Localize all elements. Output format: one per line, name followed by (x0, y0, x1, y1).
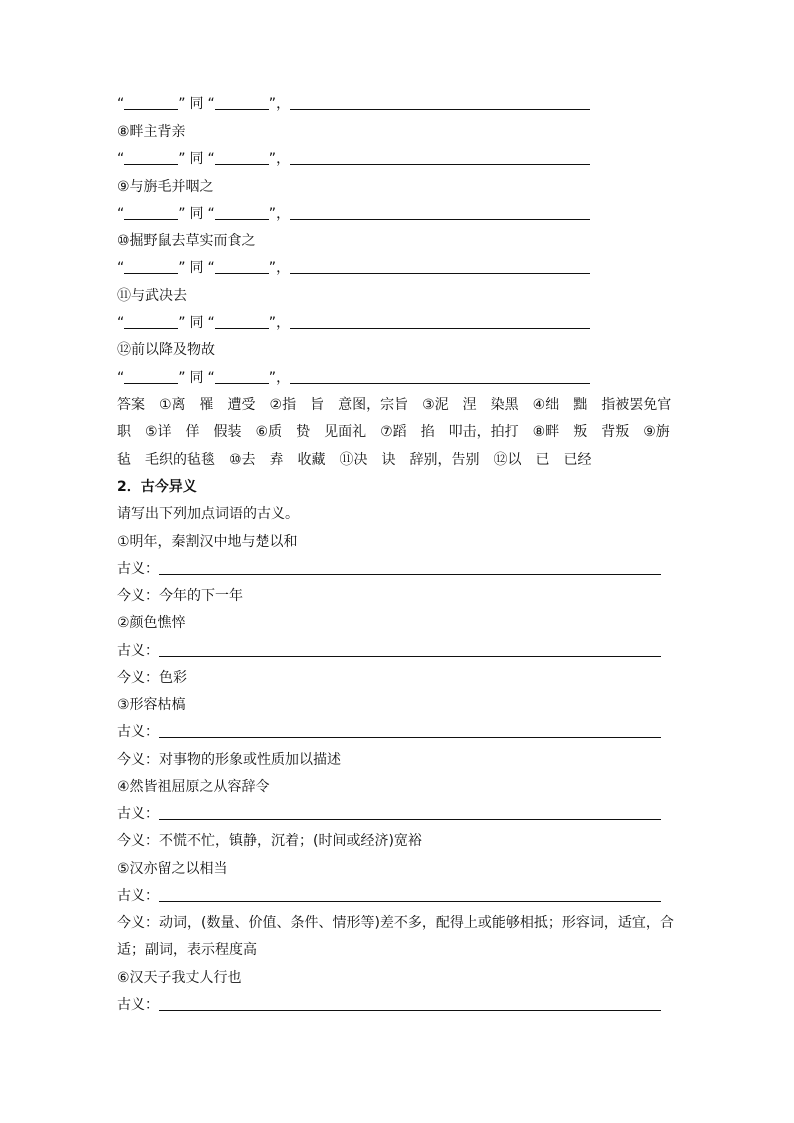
blank-field[interactable] (290, 367, 590, 384)
jin-yi-text: 适；副词，表示程度高 (117, 942, 257, 958)
fill-blank-row (117, 147, 682, 171)
item-label: ⑪与武决去 (117, 288, 187, 304)
answer-line: 职 ⑤详 佯 假装 ⑥质 贽 见面礼 ⑦蹈 掐 叩击，拍打 ⑧畔 叛 背叛 ⑨旃 (117, 424, 670, 440)
answer-line: 毡 毛织的毡毯 ⑩去 弆 收藏 ⑪决 诀 辞别，告别 ⑫以 已 已经 (117, 452, 592, 468)
jin-yi-text: 今义：不慌不忙，镇静，沉着；(时间或经济)宽裕 (117, 833, 422, 849)
open-quote: “ (117, 370, 125, 386)
gu-yi-blank[interactable] (159, 721, 661, 738)
blank-field[interactable] (124, 312, 178, 329)
tong-label: 同 (189, 151, 204, 167)
gu-yi-label: 古义： (117, 806, 159, 822)
close-quote: ” (178, 96, 186, 112)
open-quote: “ (207, 315, 215, 331)
comma: ， (276, 206, 291, 222)
blank-field[interactable] (290, 257, 590, 274)
comma: ， (276, 315, 291, 331)
item-label: ⑥汉天子我丈人行也 (117, 970, 242, 986)
comma: ， (276, 96, 291, 112)
close-quote: ” (268, 151, 277, 167)
open-quote: “ (207, 206, 215, 222)
jin-yi-text: 今义：对事物的形象或性质加以描述 (117, 752, 341, 768)
open-quote: “ (117, 206, 125, 222)
item-label: ⑧畔主背亲 (117, 124, 186, 140)
item-label: ②颜色憔悴 (117, 615, 186, 631)
close-quote: ” (178, 151, 186, 167)
open-quote: “ (207, 151, 215, 167)
blank-field[interactable] (124, 148, 178, 165)
blank-field[interactable] (124, 93, 178, 110)
item-label: ⑫前以降及物故 (117, 342, 215, 358)
blank-field[interactable] (215, 203, 269, 220)
close-quote: ” (268, 206, 277, 222)
close-quote: ” (268, 370, 277, 386)
gu-yi-label: 古义： (117, 997, 159, 1013)
gu-yi-blank[interactable] (159, 558, 661, 575)
fill-blank-row (117, 256, 682, 280)
gu-yi-label: 古义： (117, 888, 159, 904)
gu-yi-row (117, 557, 682, 581)
open-quote: “ (117, 96, 125, 112)
tong-label: 同 (189, 96, 204, 112)
blank-field[interactable] (290, 148, 590, 165)
close-quote: ” (268, 260, 277, 276)
fill-blank-row (117, 311, 682, 335)
tong-label: 同 (189, 370, 204, 386)
blank-field[interactable] (215, 93, 269, 110)
close-quote: ” (268, 315, 277, 331)
blank-field[interactable] (215, 148, 269, 165)
close-quote: ” (178, 260, 186, 276)
blank-field[interactable] (124, 257, 178, 274)
instruction-text: 请写出下列加点词语的古义。 (117, 506, 299, 522)
open-quote: “ (117, 260, 125, 276)
gu-yi-row (117, 720, 682, 744)
open-quote: “ (207, 370, 215, 386)
tong-label: 同 (189, 260, 204, 276)
item-label: ③形容枯槁 (117, 697, 186, 713)
blank-field[interactable] (215, 257, 269, 274)
item-label: ④然皆祖屈原之从容辞令 (117, 779, 270, 795)
fill-blank-row (117, 202, 682, 226)
close-quote: ” (178, 370, 186, 386)
fill-blank-row (117, 92, 682, 116)
jin-yi-text: 今义：色彩 (117, 670, 187, 686)
open-quote: “ (207, 260, 215, 276)
jin-yi-text: 今义：动词，(数量、价值、条件、情形等)差不多，配得上或能够相抵；形容词，适宜，合 (117, 915, 674, 931)
gu-yi-row (117, 802, 682, 826)
gu-yi-row (117, 639, 682, 663)
gu-yi-label: 古义： (117, 724, 159, 740)
close-quote: ” (268, 96, 277, 112)
blank-field[interactable] (290, 312, 590, 329)
section-heading: 2．古今异义 (117, 479, 197, 495)
gu-yi-row (117, 884, 682, 908)
blank-field[interactable] (124, 203, 178, 220)
answer-line: 答案 ①离 罹 遭受 ②指 旨 意图，宗旨 ③泥 涅 染黑 ④绌 黜 指被罢免官 (117, 397, 672, 413)
open-quote: “ (207, 96, 215, 112)
open-quote: “ (117, 151, 125, 167)
item-label: ⑩掘野鼠去草实而食之 (117, 233, 256, 249)
open-quote: “ (117, 315, 125, 331)
gu-yi-blank[interactable] (159, 640, 661, 657)
close-quote: ” (178, 315, 186, 331)
gu-yi-row (117, 993, 682, 1017)
item-label: ⑨与旃毛并咽之 (117, 179, 214, 195)
gu-yi-blank[interactable] (159, 885, 661, 902)
blank-field[interactable] (215, 312, 269, 329)
gu-yi-blank[interactable] (159, 803, 661, 820)
blank-field[interactable] (124, 367, 178, 384)
gu-yi-label: 古义： (117, 561, 159, 577)
comma: ， (276, 151, 291, 167)
jin-yi-text: 今义：今年的下一年 (117, 588, 243, 604)
blank-field[interactable] (290, 93, 590, 110)
blank-field[interactable] (215, 367, 269, 384)
tong-label: 同 (189, 315, 204, 331)
gu-yi-label: 古义： (117, 643, 159, 659)
comma: ， (276, 260, 291, 276)
item-label: ①明年，秦割汉中地与楚以和 (117, 534, 298, 550)
item-label: ⑤汉亦留之以相当 (117, 861, 228, 877)
fill-blank-row (117, 366, 682, 390)
tong-label: 同 (189, 206, 204, 222)
comma: ， (276, 370, 291, 386)
gu-yi-blank[interactable] (159, 994, 661, 1011)
blank-field[interactable] (290, 203, 590, 220)
close-quote: ” (178, 206, 186, 222)
